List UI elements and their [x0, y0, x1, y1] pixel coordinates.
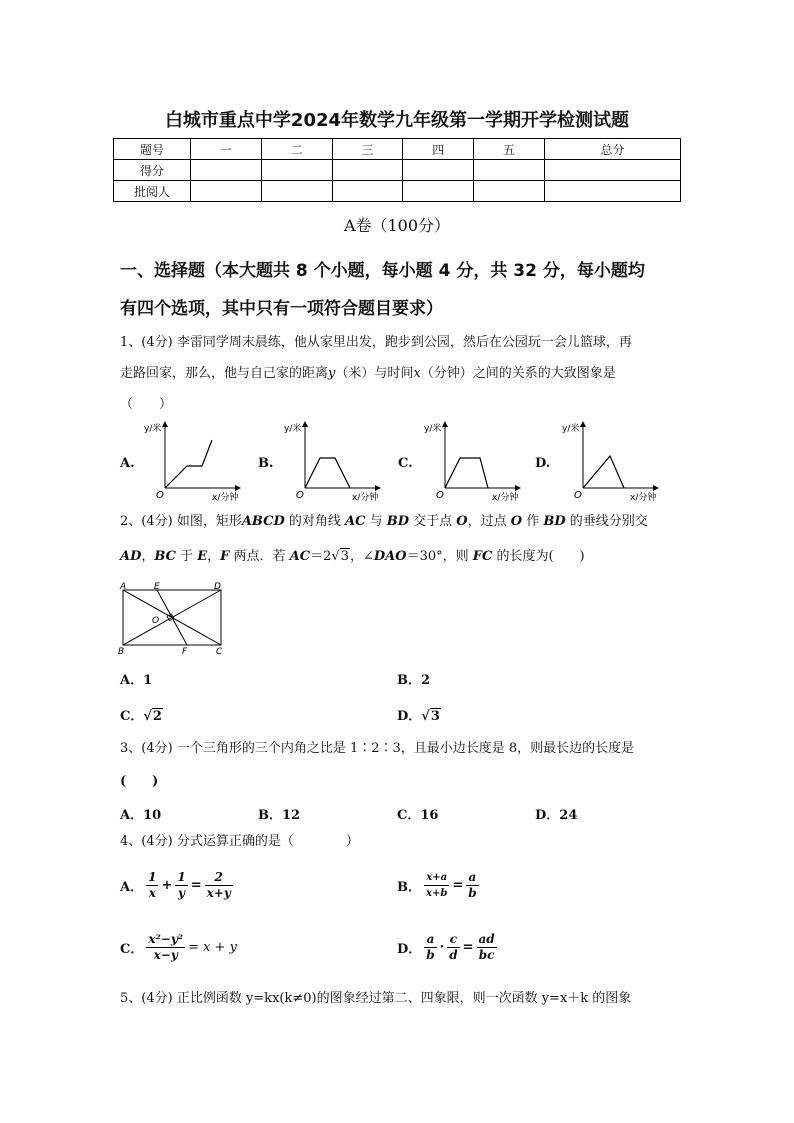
equals-sign: = [452, 878, 464, 893]
q3-option-c[interactable]: C．16 [397, 808, 439, 823]
fraction [146, 870, 158, 901]
score-cell[interactable] [403, 181, 474, 202]
numerator: 2 [205, 870, 233, 886]
numerator: 1 [177, 870, 186, 884]
q2-text: ， [141, 549, 155, 564]
score-cell[interactable] [332, 181, 403, 202]
q2-text: ，∠ [349, 549, 374, 564]
exam-title: 白城市重点中学2024年数学九年级第一学期开学检测试题 [164, 110, 630, 131]
fig-label-c: C [216, 647, 223, 657]
fig-label-f: F [182, 647, 188, 657]
graph-xlabel: x/分钟 [630, 493, 657, 503]
q2-var: AC [289, 549, 311, 564]
score-header-cell: 总分 [544, 139, 680, 160]
numerator: x²−y² [148, 932, 184, 946]
sqrt-radicand: 3 [340, 549, 349, 564]
graph-origin: O [296, 490, 304, 501]
denominator: x+y [206, 886, 231, 900]
score-cell[interactable] [191, 181, 262, 202]
q2-var: O [510, 514, 523, 529]
dot-operator: · [439, 940, 445, 955]
score-cell[interactable] [544, 160, 680, 181]
q2-rectangle-figure [114, 580, 234, 658]
numerator: ad [478, 932, 495, 946]
q2-text: 的长度为( ) [492, 549, 585, 564]
graph-ylabel: y/米 [144, 424, 162, 434]
fig-label-d: D [214, 582, 221, 592]
numerator: x+a [424, 870, 449, 886]
q2-option-d[interactable] [397, 705, 441, 724]
q1-text: （分钟）之间的关系的大致图象是 [420, 366, 616, 381]
graph-origin: O [156, 490, 164, 501]
graph-ylabel: y/米 [284, 424, 302, 434]
denominator: bc [478, 948, 495, 962]
q1-text-line2 [120, 366, 680, 382]
q2-option-b[interactable]: B．2 [397, 673, 431, 688]
q1-graph-d [558, 416, 668, 504]
score-header-cell: 一 [191, 139, 262, 160]
q2-option-c[interactable] [120, 705, 163, 724]
numerator: a [466, 870, 478, 886]
denominator: x−y [153, 948, 178, 962]
graph-xlabel: x/分钟 [352, 493, 379, 503]
fig-label-e: E [154, 582, 160, 592]
q2-text: 于 [175, 549, 198, 564]
fraction [466, 870, 478, 901]
q2-text-line1 [120, 514, 680, 530]
option-label: D． [397, 709, 422, 724]
fraction [146, 932, 185, 963]
section-a-heading: A卷（100分） [343, 216, 451, 235]
q2-var: E [197, 549, 208, 564]
fraction [424, 870, 449, 901]
score-header-cell: 三 [332, 139, 403, 160]
denominator: x [148, 886, 156, 900]
q2-var: BC [154, 549, 176, 564]
q4-option-b[interactable] [397, 870, 479, 901]
graph-xlabel: x/分钟 [492, 493, 519, 503]
q2-option-a[interactable]: A．1 [120, 673, 153, 688]
score-table [113, 138, 681, 202]
q3-option-d[interactable]: D．24 [535, 808, 578, 823]
q2-var: AC [345, 514, 366, 529]
graph-ylabel: y/米 [424, 424, 442, 434]
score-table-row [114, 160, 681, 181]
q2-text: 2、(4分) 如图，矩形 [120, 514, 242, 529]
score-table-row [114, 181, 681, 202]
q2-text: ＝2 [310, 549, 332, 564]
sqrt-symbol: √3 [331, 549, 349, 564]
fraction [477, 932, 497, 963]
numerator: 1 [148, 870, 157, 884]
sqrt-radicand: 2 [152, 709, 162, 724]
q2-text: 与 [365, 514, 387, 529]
option-label: C． [120, 709, 144, 724]
q3-option-a[interactable]: A．10 [120, 808, 162, 823]
denominator: y [178, 886, 186, 900]
q3-option-b[interactable]: B．12 [258, 808, 301, 823]
q1-text: （米）与时间 [335, 366, 414, 381]
option-label: B． [397, 880, 421, 895]
q4-text-line1: 4、(4分) 分式运算正确的是（ ） [120, 834, 359, 849]
var-x: x [413, 366, 421, 381]
option-label: A． [120, 880, 144, 895]
sqrt-symbol: √3 [421, 709, 440, 724]
q2-text-line2 [120, 549, 680, 565]
score-cell[interactable] [261, 160, 332, 181]
score-row-label: 得分 [114, 160, 191, 181]
score-header-cell: 五 [474, 139, 545, 160]
denominator: b [468, 886, 477, 900]
q2-text: 交于点 [409, 514, 457, 529]
denominator: d [449, 948, 458, 962]
q2-var: AD [120, 549, 142, 564]
score-cell[interactable] [544, 181, 680, 202]
equals-sign: = [190, 878, 202, 893]
option-label: D． [397, 942, 422, 957]
q1-option-d[interactable]: D. [535, 456, 551, 471]
score-header-cell: 题号 [114, 139, 191, 160]
section1-heading-line1: 一、选择题（本大题共 8 个小题，每小题 4 分，共 32 分，每小题均 [120, 261, 645, 281]
equals-sign: = [462, 940, 474, 955]
plus-sign: + [161, 878, 173, 893]
q1-option-b[interactable]: B. [258, 456, 274, 471]
q1-option-c[interactable]: C. [398, 456, 413, 471]
score-table-header-row [114, 139, 681, 160]
q2-var: BD [386, 514, 409, 529]
fraction [447, 932, 459, 963]
score-cell[interactable] [474, 160, 545, 181]
score-header-cell: 四 [403, 139, 474, 160]
numerator: a [424, 932, 436, 948]
q2-text: 的对角线 [284, 514, 346, 529]
q2-var: BD [543, 514, 566, 529]
option-label: C． [120, 942, 144, 957]
score-cell[interactable] [261, 181, 332, 202]
q2-var: FC [472, 549, 493, 564]
fig-label-a: A [120, 582, 127, 592]
graph-ylabel: y/米 [562, 424, 580, 434]
q5-text-line1: 5、(4分) 正比例函数 y=kx(k≠0)的图象经过第二、四象限，则一次函数 y=x＋k 的图象 [120, 991, 632, 1006]
score-cell[interactable] [403, 160, 474, 181]
q2-var: DAO [373, 549, 407, 564]
q1-graph-c [420, 416, 530, 504]
q2-text: ＝30°，则 [406, 549, 473, 564]
score-cell[interactable] [474, 181, 545, 202]
numerator: c [447, 932, 459, 948]
fig-label-b: B [118, 647, 125, 657]
score-cell[interactable] [191, 160, 262, 181]
q2-text: ，过点 [467, 514, 511, 529]
q2-text: 作 [522, 514, 544, 529]
q1-graph-b [280, 416, 390, 504]
q1-graph-a [140, 416, 250, 504]
q1-option-a[interactable]: A. [120, 456, 135, 471]
expression: = x + y [188, 940, 237, 955]
q2-text: 两点．若 [229, 549, 290, 564]
q3-text-line1: 3、(4分) 一个三角形的三个内角之比是 1∶2∶3，且最小边长度是 8，则最长边的长度是 [120, 741, 635, 756]
var-y: y [328, 366, 336, 381]
q2-var: F [220, 549, 230, 564]
fraction [205, 870, 233, 901]
fraction [175, 870, 187, 901]
q2-text: 的垂线分别交 [565, 514, 648, 529]
sqrt-symbol: √2 [143, 709, 162, 724]
q2-var: ABCD [241, 514, 285, 529]
q1-text: 走路回家，那么，他与自己家的距离 [120, 366, 329, 381]
q4-option-a[interactable] [120, 870, 233, 901]
score-header-cell: 二 [261, 139, 332, 160]
graph-origin: O [436, 490, 444, 501]
fraction [424, 932, 436, 963]
q1-text-line3: （ ） [120, 397, 173, 412]
score-row-label: 批阅人 [114, 181, 191, 202]
denominator: x+b [426, 888, 448, 899]
q2-text: ， [207, 549, 221, 564]
q1-text-line1: 1、(4分) 李雷同学周末晨练，他从家里出发，跑步到公园，然后在公园玩一会儿篮球，再 [120, 335, 632, 350]
q4-option-d[interactable] [397, 932, 497, 963]
q2-var: O [456, 514, 468, 529]
section1-heading-line2: 有四个选项，其中只有一项符合题目要求） [120, 299, 443, 319]
graph-origin: O [574, 490, 582, 501]
score-cell[interactable] [332, 160, 403, 181]
q4-option-c[interactable] [120, 932, 237, 963]
fig-label-o: O [152, 616, 160, 626]
denominator: b [426, 948, 435, 962]
sqrt-radicand: 3 [430, 709, 440, 724]
graph-xlabel: x/分钟 [212, 493, 239, 503]
q3-text-line2: ( ) [120, 774, 159, 789]
